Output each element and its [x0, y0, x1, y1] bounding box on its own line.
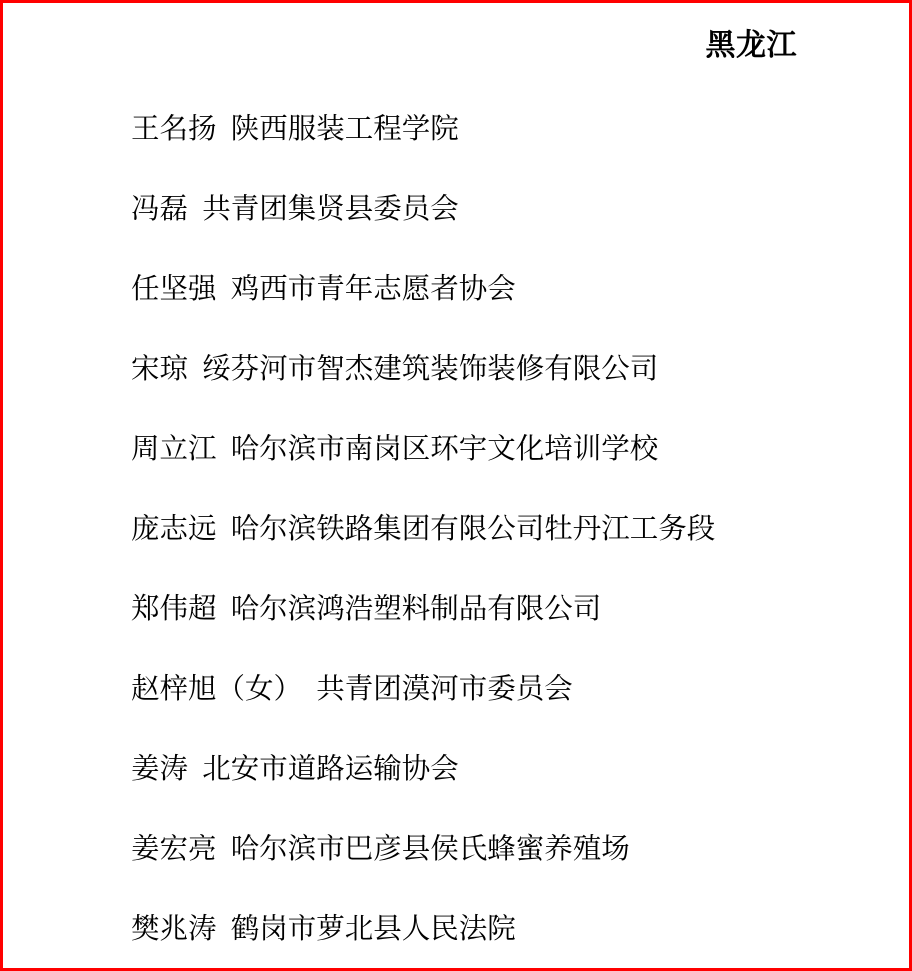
person-name: 庞志远	[131, 514, 217, 545]
list-item	[131, 810, 899, 890]
list-item	[131, 170, 899, 250]
person-name: 冯磊	[131, 194, 189, 225]
organization: 陕西服装工程学院	[230, 114, 459, 145]
person-name: 姜涛	[131, 754, 189, 785]
list-item	[131, 330, 899, 410]
person-name: 赵梓旭（女）	[131, 674, 303, 705]
person-name: 王名扬	[131, 114, 217, 145]
list-item	[131, 490, 899, 570]
organization: 绥芬河市智杰建筑装饰装修有限公司	[202, 354, 659, 385]
organization: 哈尔滨鸿浩塑料制品有限公司	[230, 594, 602, 625]
organization: 哈尔滨市巴彦县侯氏蜂蜜养殖场	[230, 834, 630, 865]
person-name: 周立江	[131, 434, 217, 465]
organization: 哈尔滨市南岗区环宇文化培训学校	[230, 434, 659, 465]
person-name: 郑伟超	[131, 594, 217, 625]
person-name: 樊兆涛	[131, 914, 217, 945]
list-item	[131, 410, 899, 490]
list-item	[131, 570, 899, 650]
list-item	[131, 650, 899, 730]
person-name: 任坚强	[131, 274, 217, 305]
organization: 共青团漠河市委员会	[316, 674, 573, 705]
list-item	[131, 890, 899, 970]
province-header: 黑龙江	[705, 29, 797, 62]
organization: 共青团集贤县委员会	[202, 194, 459, 225]
person-name: 宋琼	[131, 354, 189, 385]
organization: 鸡西市青年志愿者协会	[230, 274, 516, 305]
awardee-list	[131, 90, 899, 970]
organization: 鹤岗市萝北县人民法院	[230, 914, 516, 945]
list-item	[131, 250, 899, 330]
organization: 哈尔滨铁路集团有限公司牡丹江工务段	[230, 514, 716, 545]
list-item	[131, 90, 899, 170]
organization: 北安市道路运输协会	[202, 754, 459, 785]
person-name: 姜宏亮	[131, 834, 217, 865]
list-item	[131, 730, 899, 810]
